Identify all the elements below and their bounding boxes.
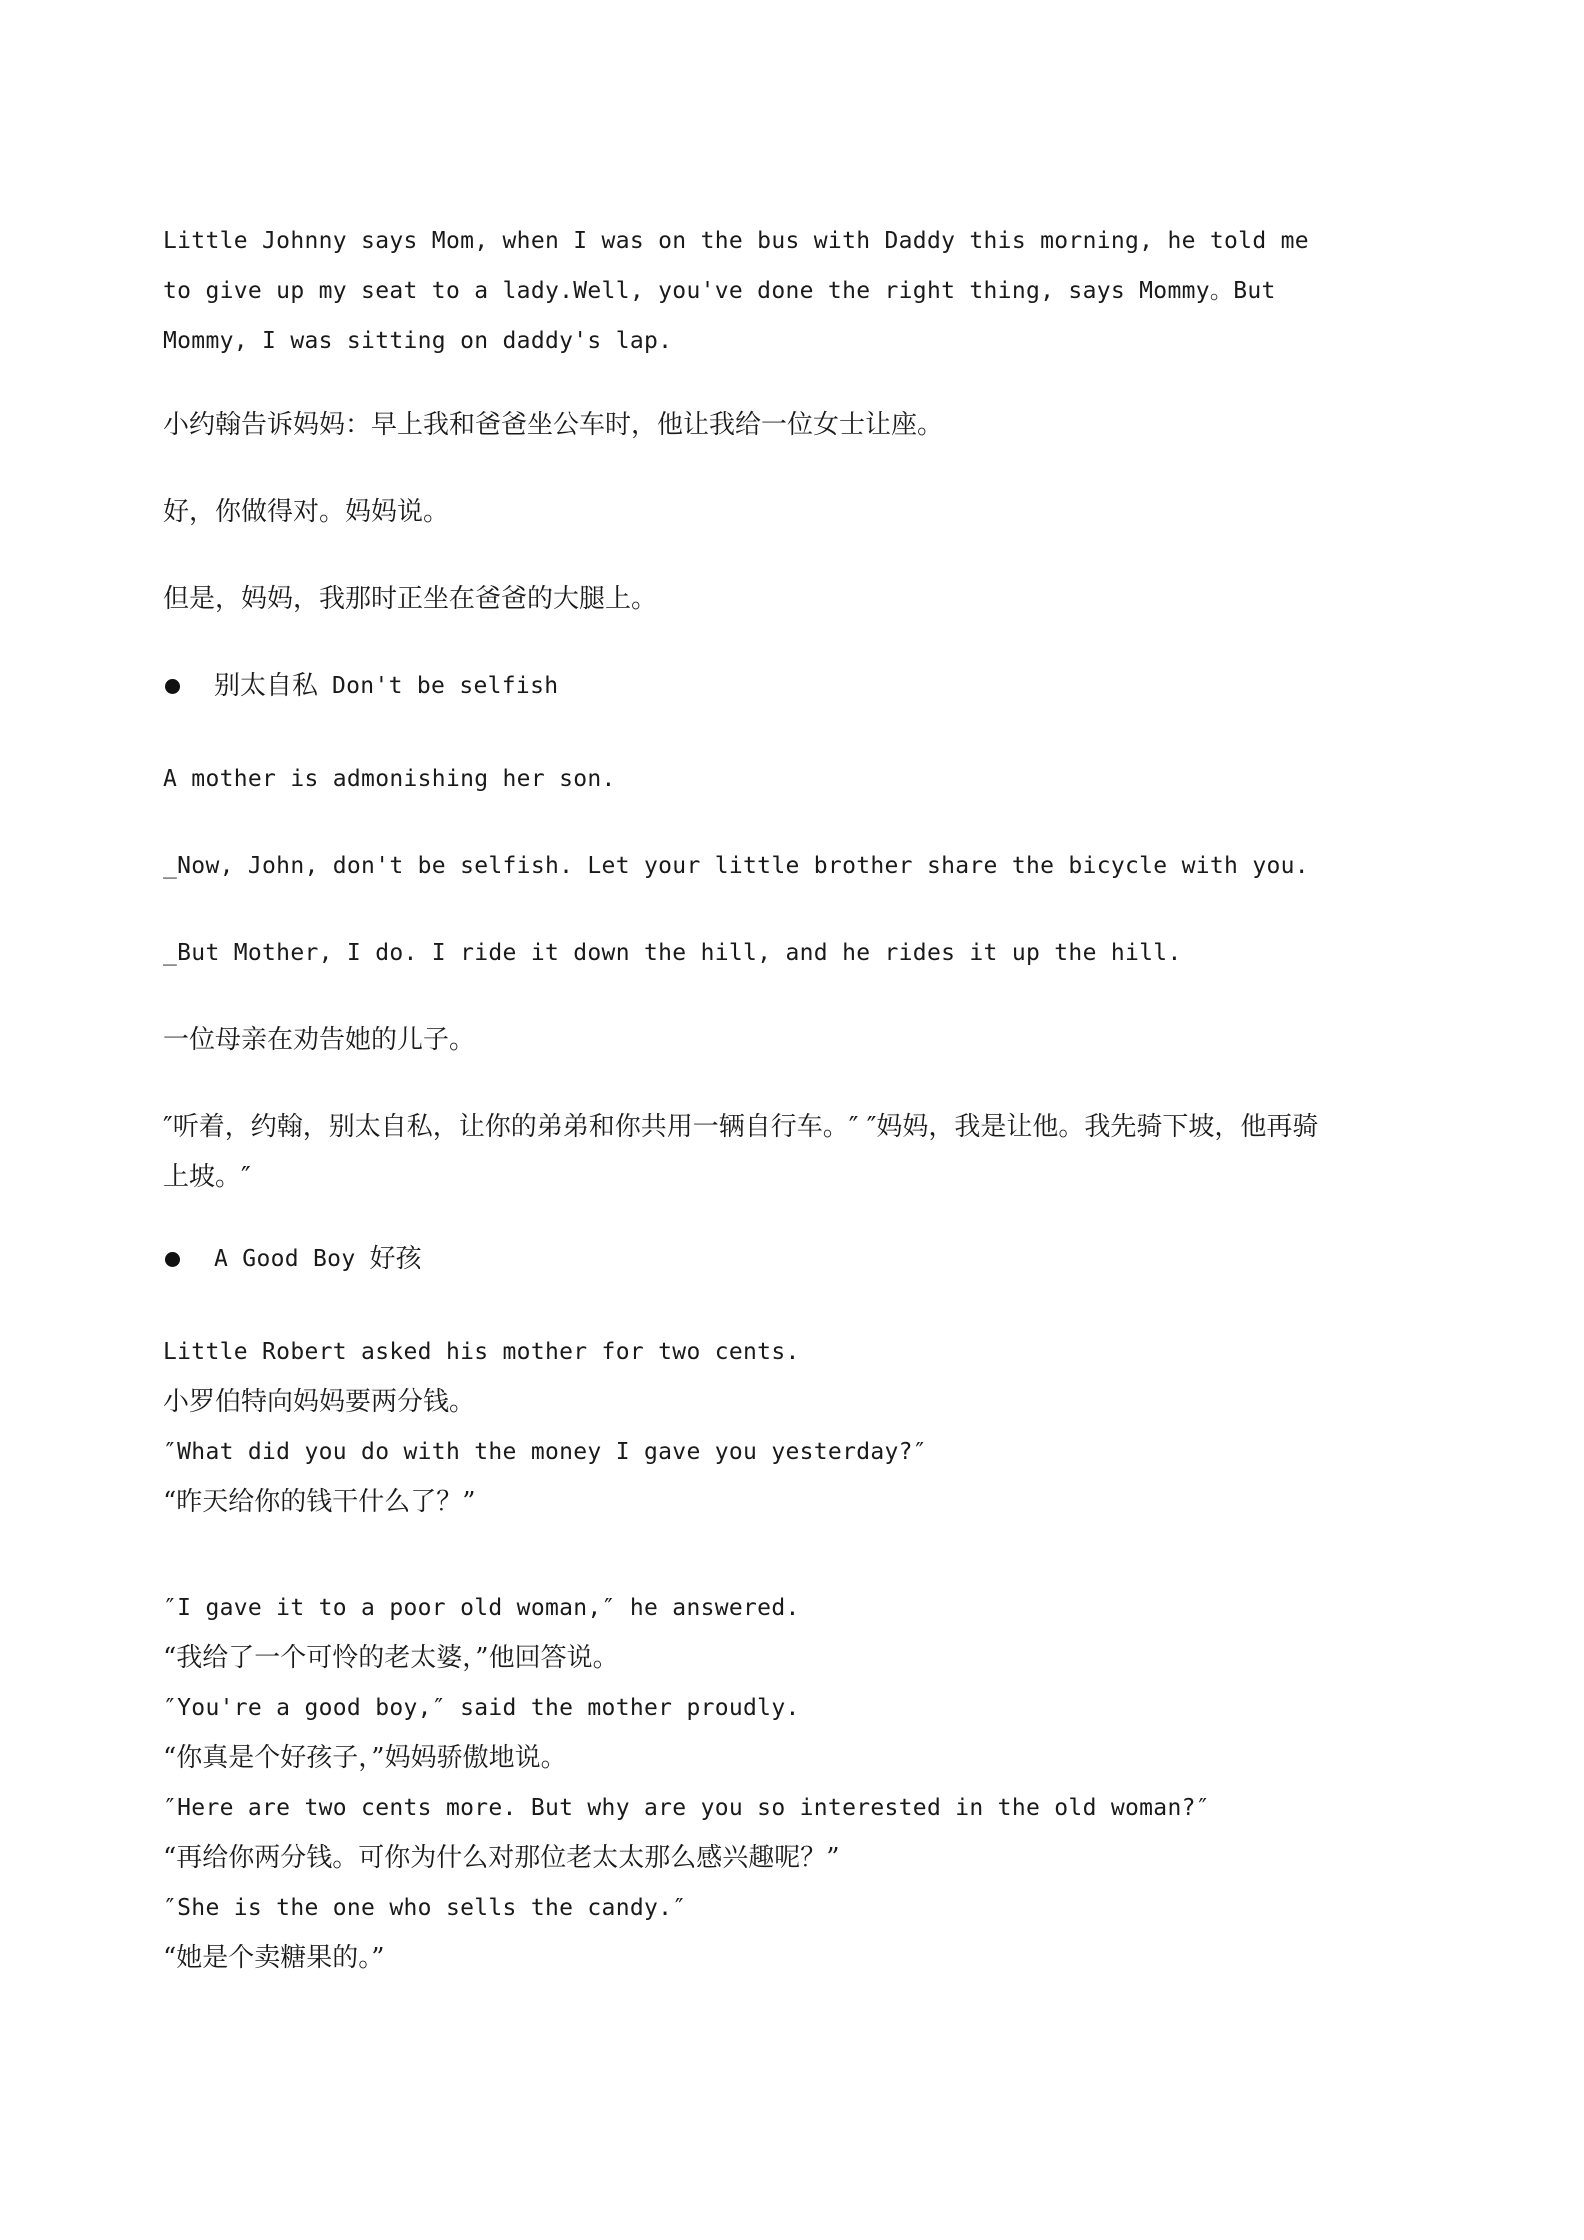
joke3-heading-en: A Good Boy [214,1246,356,1272]
joke3-heading-zh: 好孩 [369,1244,422,1274]
joke3-line-11-en: ″She is the one who sells the candy.″ [163,1895,687,1921]
joke3-line-3-en: ″What did you do with the money I gave you yesterday?″ [163,1439,927,1465]
joke2-chinese-line-2: ″听着，约翰，别太自私，让你的弟弟和你共用一辆自行车。″ ″妈妈，我是让他。我先骑下坡，他再骑上坡。″ [163,1112,1319,1192]
joke3-heading [163,1234,1343,1284]
bullet-icon [165,679,180,694]
blank-line [163,1527,1343,1583]
joke1-chinese-line-1: 小约翰告诉妈妈：早上我和爸爸坐公车时，他让我给一位女士让座。 [163,410,944,440]
joke2-heading-en: Don't be selfish [332,673,559,699]
joke2-english-line-3: _But Mother, I do. I ride it down the hill, and he rides it up the hill. [163,940,1182,966]
bullet-icon [165,1252,180,1267]
joke3-line-7-en: ″You're a good boy,″ said the mother proudly. [163,1695,800,1721]
joke1-chinese-line-3: 但是，妈妈，我那时正坐在爸爸的大腿上。 [163,584,658,614]
joke2-heading [163,661,1343,711]
joke3-line-9-en: ″Here are two cents more. But why are you so interested in the old woman?″ [163,1795,1210,1821]
joke3-line-12-zh: “她是个卖糖果的。” [163,1943,385,1973]
joke3-line-1-en: Little Robert asked his mother for two cents. [163,1339,800,1365]
joke2-heading-zh: 别太自私 [214,671,319,701]
joke3-line-6-zh: “我给了一个可怜的老太婆，”他回答说。 [163,1643,619,1673]
joke2-english-line-2: _Now, John, don't be selfish. Let your little brother share the bicycle with you. [163,853,1309,879]
joke3-line-10-zh: “再给你两分钱。可你为什么对那位老太太那么感兴趣呢？” [163,1843,840,1873]
joke3-line-8-zh: “你真是个好孩子，”妈妈骄傲地说。 [163,1743,567,1773]
joke1-english-paragraph: Little Johnny says Mom, when I was on the bus with Daddy this morning, he told me to give up my seat to a lady.Well, you've done the right thing, says Mommy。But Mommy, I was sitting on daddy's lap. [163,228,1324,354]
joke2-english-line-1: A mother is admonishing her son. [163,766,616,792]
document-body [163,216,1343,1983]
joke3-line-4-zh: “昨天给你的钱干什么了？” [163,1487,476,1517]
joke3-line-5-en: ″I gave it to a poor old woman,″ he answered. [163,1595,800,1621]
joke1-chinese-line-2: 好，你做得对。妈妈说。 [163,497,450,527]
joke2-chinese-line-1: 一位母亲在劝告她的儿子。 [163,1025,476,1055]
joke3-line-2-zh: 小罗伯特向妈妈要两分钱。 [163,1387,476,1417]
